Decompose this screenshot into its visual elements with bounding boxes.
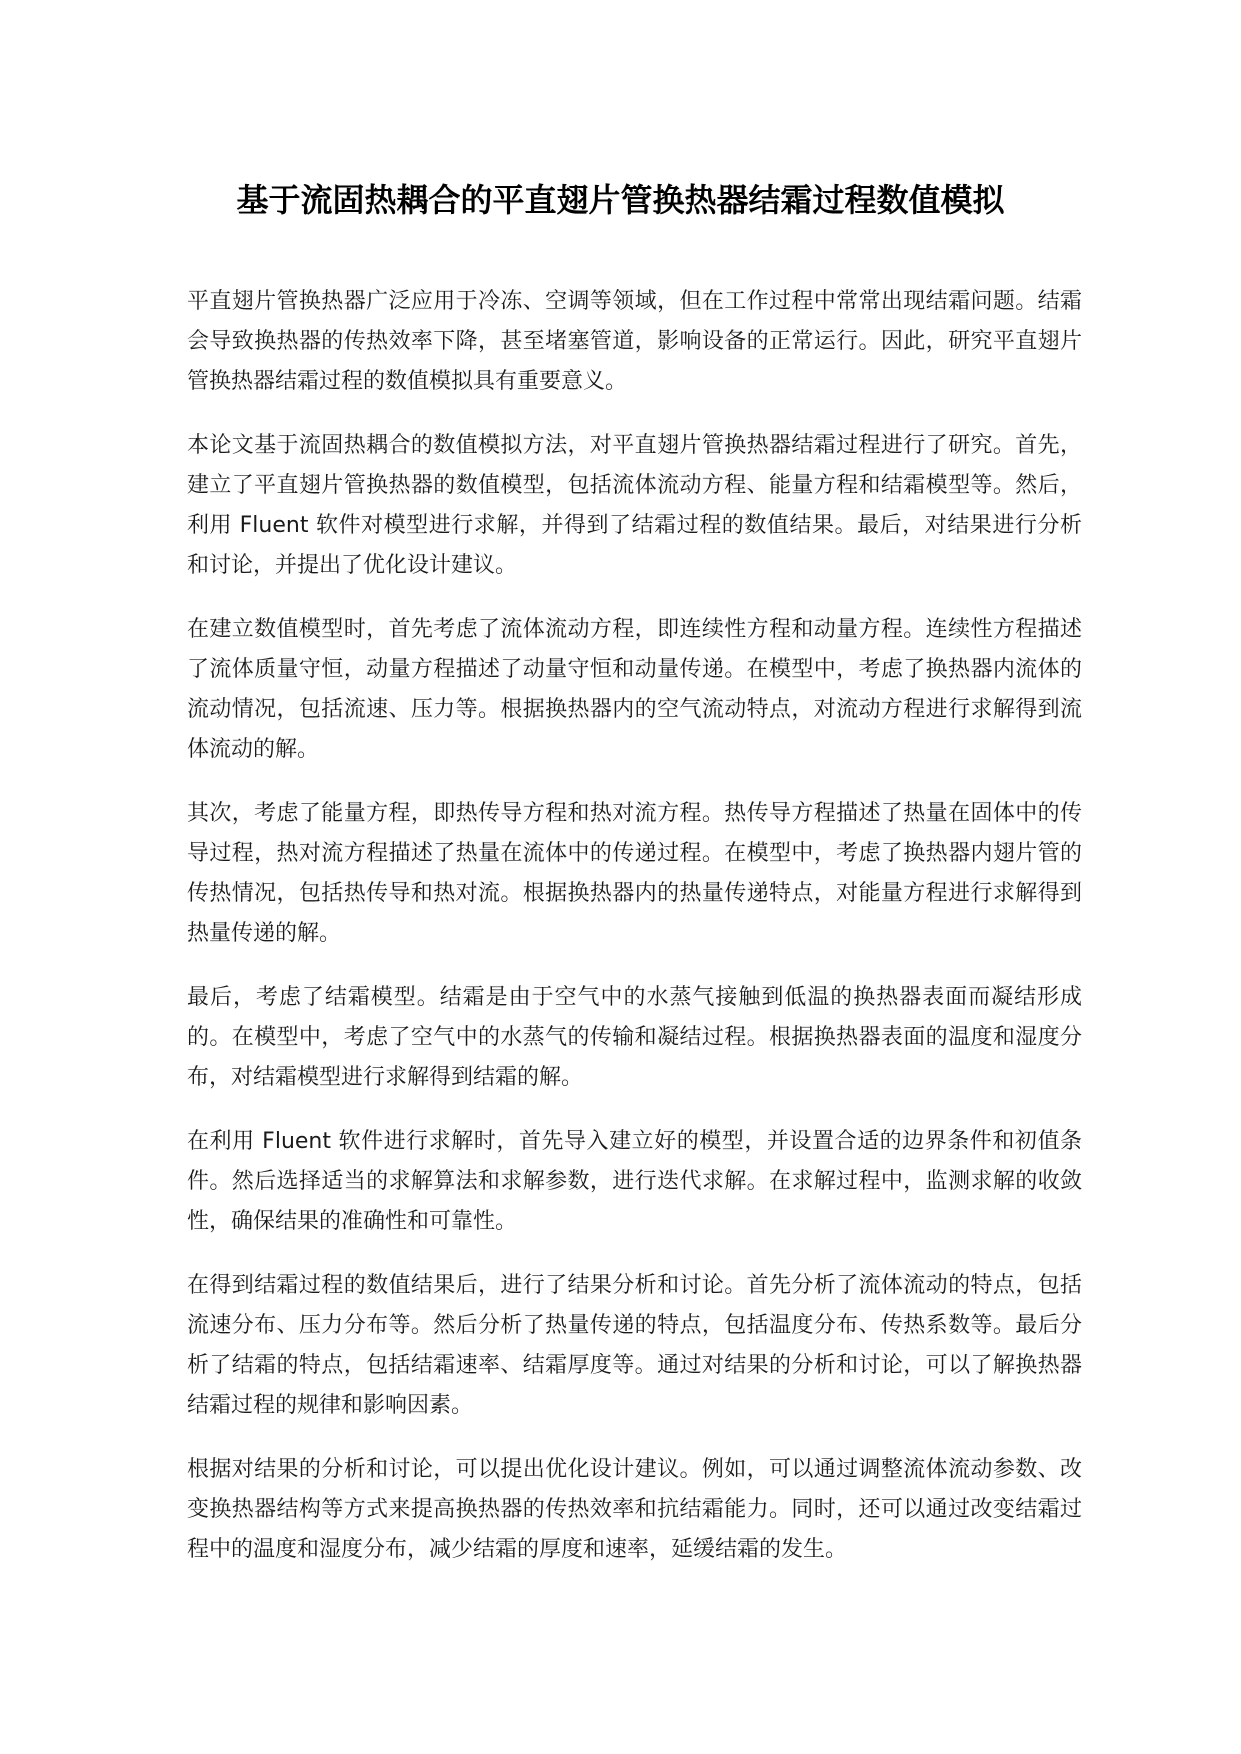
paragraph-4: 其次，考虑了能量方程，即热传导方程和热对流方程。热传导方程描述了热量在固体中的传导过程，热对流方程描述了热量在流体中的传递过程。在模型中，考虑了换热器内翅片管的传热情况，包括热传导和热对流。根据换热器内的热量传递特点，对能量方程进行求解得到热量传递的解。: [187, 801, 1082, 946]
paragraph-2: 本论文基于流固热耦合的数值模拟方法，对平直翅片管换热器结霜过程进行了研究。首先，建立了平直翅片管换热器的数值模型，包括流体流动方程、能量方程和结霜模型等。然后，利用 Fluent 软件对模型进行求解，并得到了结霜过程的数值结果。最后，对结果进行分析和讨论，并提出了优化设计建议。: [187, 433, 1082, 578]
paragraph-1: 平直翅片管换热器广泛应用于冷冻、空调等领域，但在工作过程中常常出现结霜问题。结霜会导致换热器的传热效率下降，甚至堵塞管道，影响设备的正常运行。因此，研究平直翅片管换热器结霜过程的数值模拟具有重要意义。: [187, 289, 1082, 394]
document-body: [187, 282, 1082, 1594]
paragraph-3: 在建立数值模型时，首先考虑了流体流动方程，即连续性方程和动量方程。连续性方程描述了流体质量守恒，动量方程描述了动量守恒和动量传递。在模型中，考虑了换热器内流体的流动情况，包括流速、压力等。根据换热器内的空气流动特点，对流动方程进行求解得到流体流动的解。: [187, 617, 1082, 762]
paragraph-5: 最后，考虑了结霜模型。结霜是由于空气中的水蒸气接触到低温的换热器表面而凝结形成的。在模型中，考虑了空气中的水蒸气的传输和凝结过程。根据换热器表面的温度和湿度分布，对结霜模型进行求解得到结霜的解。: [187, 985, 1082, 1090]
paragraph-7: 在得到结霜过程的数值结果后，进行了结果分析和讨论。首先分析了流体流动的特点，包括流速分布、压力分布等。然后分析了热量传递的特点，包括温度分布、传热系数等。最后分析了结霜的特点，包括结霜速率、结霜厚度等。通过对结果的分析和讨论，可以了解换热器结霜过程的规律和影响因素。: [187, 1273, 1082, 1418]
paragraph-6: 在利用 Fluent 软件进行求解时，首先导入建立好的模型，并设置合适的边界条件和初值条件。然后选择适当的求解算法和求解参数，进行迭代求解。在求解过程中，监测求解的收敛性，确保结果的准确性和可靠性。: [187, 1129, 1082, 1234]
document-title: 基于流固热耦合的平直翅片管换热器结霜过程数值模拟: [236, 181, 1005, 219]
paragraph-8: 根据对结果的分析和讨论，可以提出优化设计建议。例如，可以通过调整流体流动参数、改变换热器结构等方式来提高换热器的传热效率和抗结霜能力。同时，还可以通过改变结霜过程中的温度和湿度分布，减少结霜的厚度和速率，延缓结霜的发生。: [187, 1457, 1082, 1562]
